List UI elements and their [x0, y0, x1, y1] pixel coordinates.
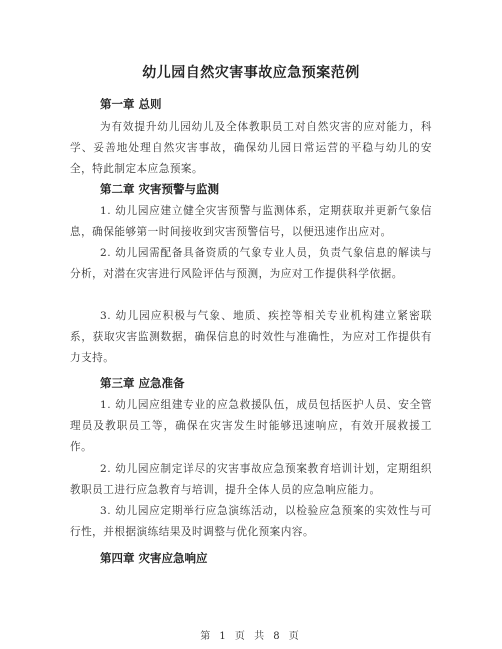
- chapter-4-heading: 第四章 灾害应急响应: [100, 551, 208, 565]
- chapter-3-heading: 第三章 应急准备: [100, 376, 185, 390]
- chapter-1-paragraph: 为有效提升幼儿园幼儿及全体教职员工对自然灾害的应对能力，科学、妥善地处理自然灾害事故，确保幼儿园日常运营的平稳与幼儿的安全，特此制定本应急预案。: [70, 121, 432, 175]
- chapter-1-heading: 第一章 总则: [100, 97, 162, 111]
- chapter-2-paragraph-2: 2. 幼儿园需配备具备资质的气象专业人员，负责气象信息的解读与分析，对潜在灾害进行风险评估与预测，为应对工作提供科学依据。: [70, 247, 432, 280]
- chapter-3-paragraph-2: 2. 幼儿园应制定详尽的灾害事故应急预案教育培训计划，定期组织教职员工进行应急教育与培训，提升全体人员的应急响应能力。: [70, 463, 432, 496]
- chapter-2-paragraph-1: 1. 幼儿园应建立健全灾害预警与监测体系，定期获取并更新气象信息，确保能够第一时间接收到灾害预警信号，以便迅速作出应对。: [70, 205, 432, 238]
- chapter-2-heading: 第二章 灾害预警与监测: [100, 182, 220, 196]
- chapter-3-paragraph-1: 1. 幼儿园应组建专业的应急救援队伍，成员包括医护人员、安全管理员及教职员工等，确保在灾害发生时能够迅速响应，有效开展救援工作。: [70, 399, 432, 453]
- chapter-3-paragraph-3: 3. 幼儿园应定期举行应急演练活动，以检验应急预案的实效性与可行性，并根据演练结果及时调整与优化预案内容。: [70, 505, 432, 538]
- document-title: 幼儿园自然灾害事故应急预案范例: [142, 65, 360, 81]
- page-footer: 第 1 页 共 8 页: [200, 631, 302, 642]
- chapter-2-paragraph-3: 3. 幼儿园应积极与气象、地质、疾控等相关专业机构建立紧密联系，获取灾害监测数据，确保信息的时效性与准确性，为应对工作提供有力支持。: [70, 310, 432, 364]
